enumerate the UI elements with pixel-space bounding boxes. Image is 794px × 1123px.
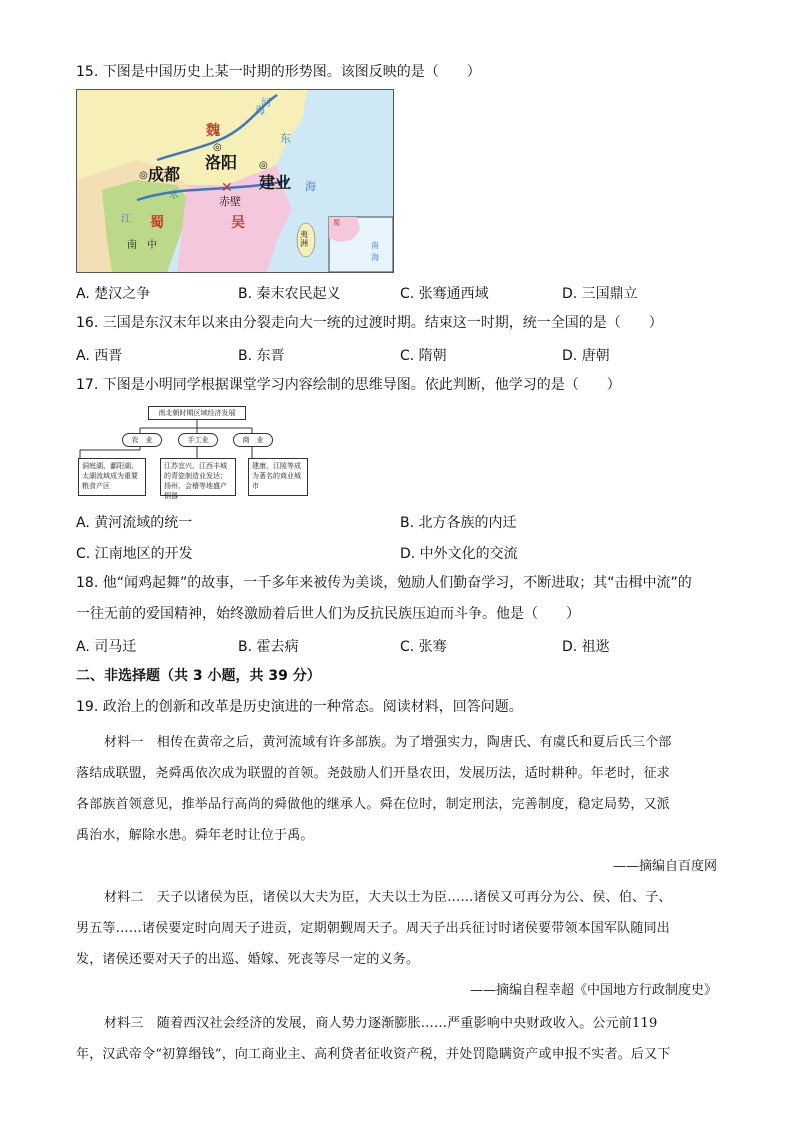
inset-label-hai: 海 (371, 253, 379, 262)
jianye-marker-icon: ◎ (259, 160, 268, 171)
q18-option-b[interactable]: B. 霍去病 (238, 639, 299, 655)
material2-line2: 男五等……诸侯要定时向周天子进贡，定期朝觐周天子。周天子出兵征讨时诸侯要带领本国军队随同出 (76, 921, 671, 936)
q18-option-c[interactable]: C. 张骞 (400, 639, 447, 655)
mindmap-leaf-agriculture: 洞庭湖、鄱阳湖、太湖流域成为重要粮食产区 (78, 458, 146, 496)
section-heading: 二、非选择题（共 3 小题，共 39 分） (76, 668, 321, 684)
q18-line2: 一往无前的爱国精神，始终激励着后世人们为反抗民族压迫而斗争。他是（ ） (76, 606, 580, 622)
mindmap-leaf-commerce: 建康、江陵等成为著名的商业城市 (248, 458, 308, 496)
q15-map (76, 89, 394, 273)
map-label-wu: 吴 (231, 215, 245, 231)
map-label-wei: 魏 (206, 123, 220, 139)
q15-option-a[interactable]: A. 楚汉之争 (76, 286, 151, 302)
map-label-jiang: 江 (121, 214, 131, 225)
map-label-he: 河 (261, 98, 271, 109)
luoyang-marker-icon: ◎ (213, 142, 222, 153)
map-label-chengdu: 成都 (148, 165, 181, 184)
chengdu-marker-icon: ◎ (139, 170, 148, 181)
q16-option-d[interactable]: D. 唐朝 (562, 348, 610, 364)
material1-line2: 落结成联盟，尧舜禹依次成为联盟的首领。尧鼓励人们开垦农田，发展历法，适时耕种。年老时，征求 (76, 766, 671, 781)
q18-option-a[interactable]: A. 司马迁 (76, 639, 137, 655)
map-graphic (77, 90, 393, 272)
map-label-jianye: 建业 (259, 173, 292, 192)
q15-option-c[interactable]: C. 张骞通西域 (400, 286, 489, 302)
q19-stem: 19. 政治上的创新和改革是历史演进的一种常态。阅读材料，回答问题。 (76, 699, 523, 715)
map-label-dong: 东 (280, 132, 291, 145)
material1-line1: 材料一 相传在黄帝之后，黄河流域有许多部族。为了增强实力，陶唐氏、有虞氏和夏后氏三个部 (104, 735, 672, 750)
map-label-hai2: 海 (305, 180, 316, 193)
mindmap-node-agriculture: 农 业 (122, 433, 162, 447)
mindmap-root: 南北朝时期区域经济发展 (148, 406, 246, 420)
material2-source: ——摘编自程幸超《中国地方行政制度史》 (469, 983, 717, 998)
q15-option-b[interactable]: B. 秦末农民起义 (238, 286, 341, 302)
mindmap-leaf-handicraft: 江苏宜兴、江西丰城的青瓷制造业发达；扬州、会稽等地盛产铜器 (160, 458, 236, 496)
material3-line1: 材料三 随着西汉社会经济的发展，商人势力逐渐膨胀……严重影响中央财政收入。公元前119 (104, 1016, 658, 1031)
q17-mindmap (76, 402, 312, 500)
mindmap-node-commerce: 商 业 (233, 433, 273, 447)
q15-option-d[interactable]: D. 三国鼎立 (562, 286, 638, 302)
q15-stem: 15. 下图是中国历史上某一时期的形势图。该图反映的是（ ） (76, 64, 481, 80)
mindmap-node-handicraft: 手工业 (178, 433, 218, 447)
map-label-yizhou: 夷洲 (300, 230, 308, 248)
q16-option-c[interactable]: C. 隋朝 (400, 348, 447, 364)
material2-line1: 材料二 天子以诸侯为臣，诸侯以大夫为臣，大夫以士为臣……诸侯又可再分为公、侯、伯、子、 (104, 890, 672, 905)
q16-stem: 16. 三国是东汉末年以来由分裂走向大一统的过渡时期。结束这一时期，统一全国的是（ ） (76, 315, 663, 331)
map-label-chibi: 赤壁 (219, 195, 241, 208)
q16-option-b[interactable]: B. 东晋 (238, 348, 285, 364)
map-label-shui: 水 (169, 190, 179, 201)
inset-label-shu: 蜀 (333, 219, 340, 227)
map-label-hai1: 海 (255, 106, 265, 117)
q17-option-a[interactable]: A. 黄河流域的统一 (76, 515, 193, 531)
map-label-nanzhong: 南 中 (127, 240, 157, 251)
q18-line1: 18. 他“闻鸡起舞”的故事，一千多年来被传为美谈，勉励人们勤奋学习，不断进取；其“击楫中流”的 (76, 575, 692, 591)
q17-stem: 17. 下图是小明同学根据课堂学习内容绘制的思维导图。依此判断，他学习的是（ ） (76, 377, 621, 393)
material1-source: ——摘编自百度网 (612, 859, 717, 874)
q17-option-c[interactable]: C. 江南地区的开发 (76, 546, 193, 562)
q17-option-b[interactable]: B. 北方各族的内迁 (400, 515, 517, 531)
material1-line3: 各部族首领意见，推举品行高尚的舜做他的继承人。舜在位时，制定刑法，完善制度，稳定局势，又派 (76, 797, 671, 812)
q17-option-d[interactable]: D. 中外文化的交流 (400, 546, 518, 562)
map-label-luoyang: 洛阳 (205, 153, 238, 172)
battle-cross-icon: ✕ (221, 180, 233, 196)
q18-option-d[interactable]: D. 祖逖 (562, 639, 610, 655)
map-label-shu: 蜀 (150, 215, 164, 231)
material3-line2: 年，汉武帝令“初算缗钱”，向工商业主、高利贷者征收资产税，并处罚隐瞒资产或申报不实者。后又下 (76, 1047, 671, 1062)
q16-option-a[interactable]: A. 西晋 (76, 348, 123, 364)
inset-label-nan: 南 (371, 241, 379, 250)
material1-line4: 禹治水，解除水患。舜年老时让位于禹。 (76, 828, 314, 843)
material2-line3: 发，诸侯还要对天子的出巡、婚嫁、死丧等尽一定的义务。 (76, 952, 420, 967)
